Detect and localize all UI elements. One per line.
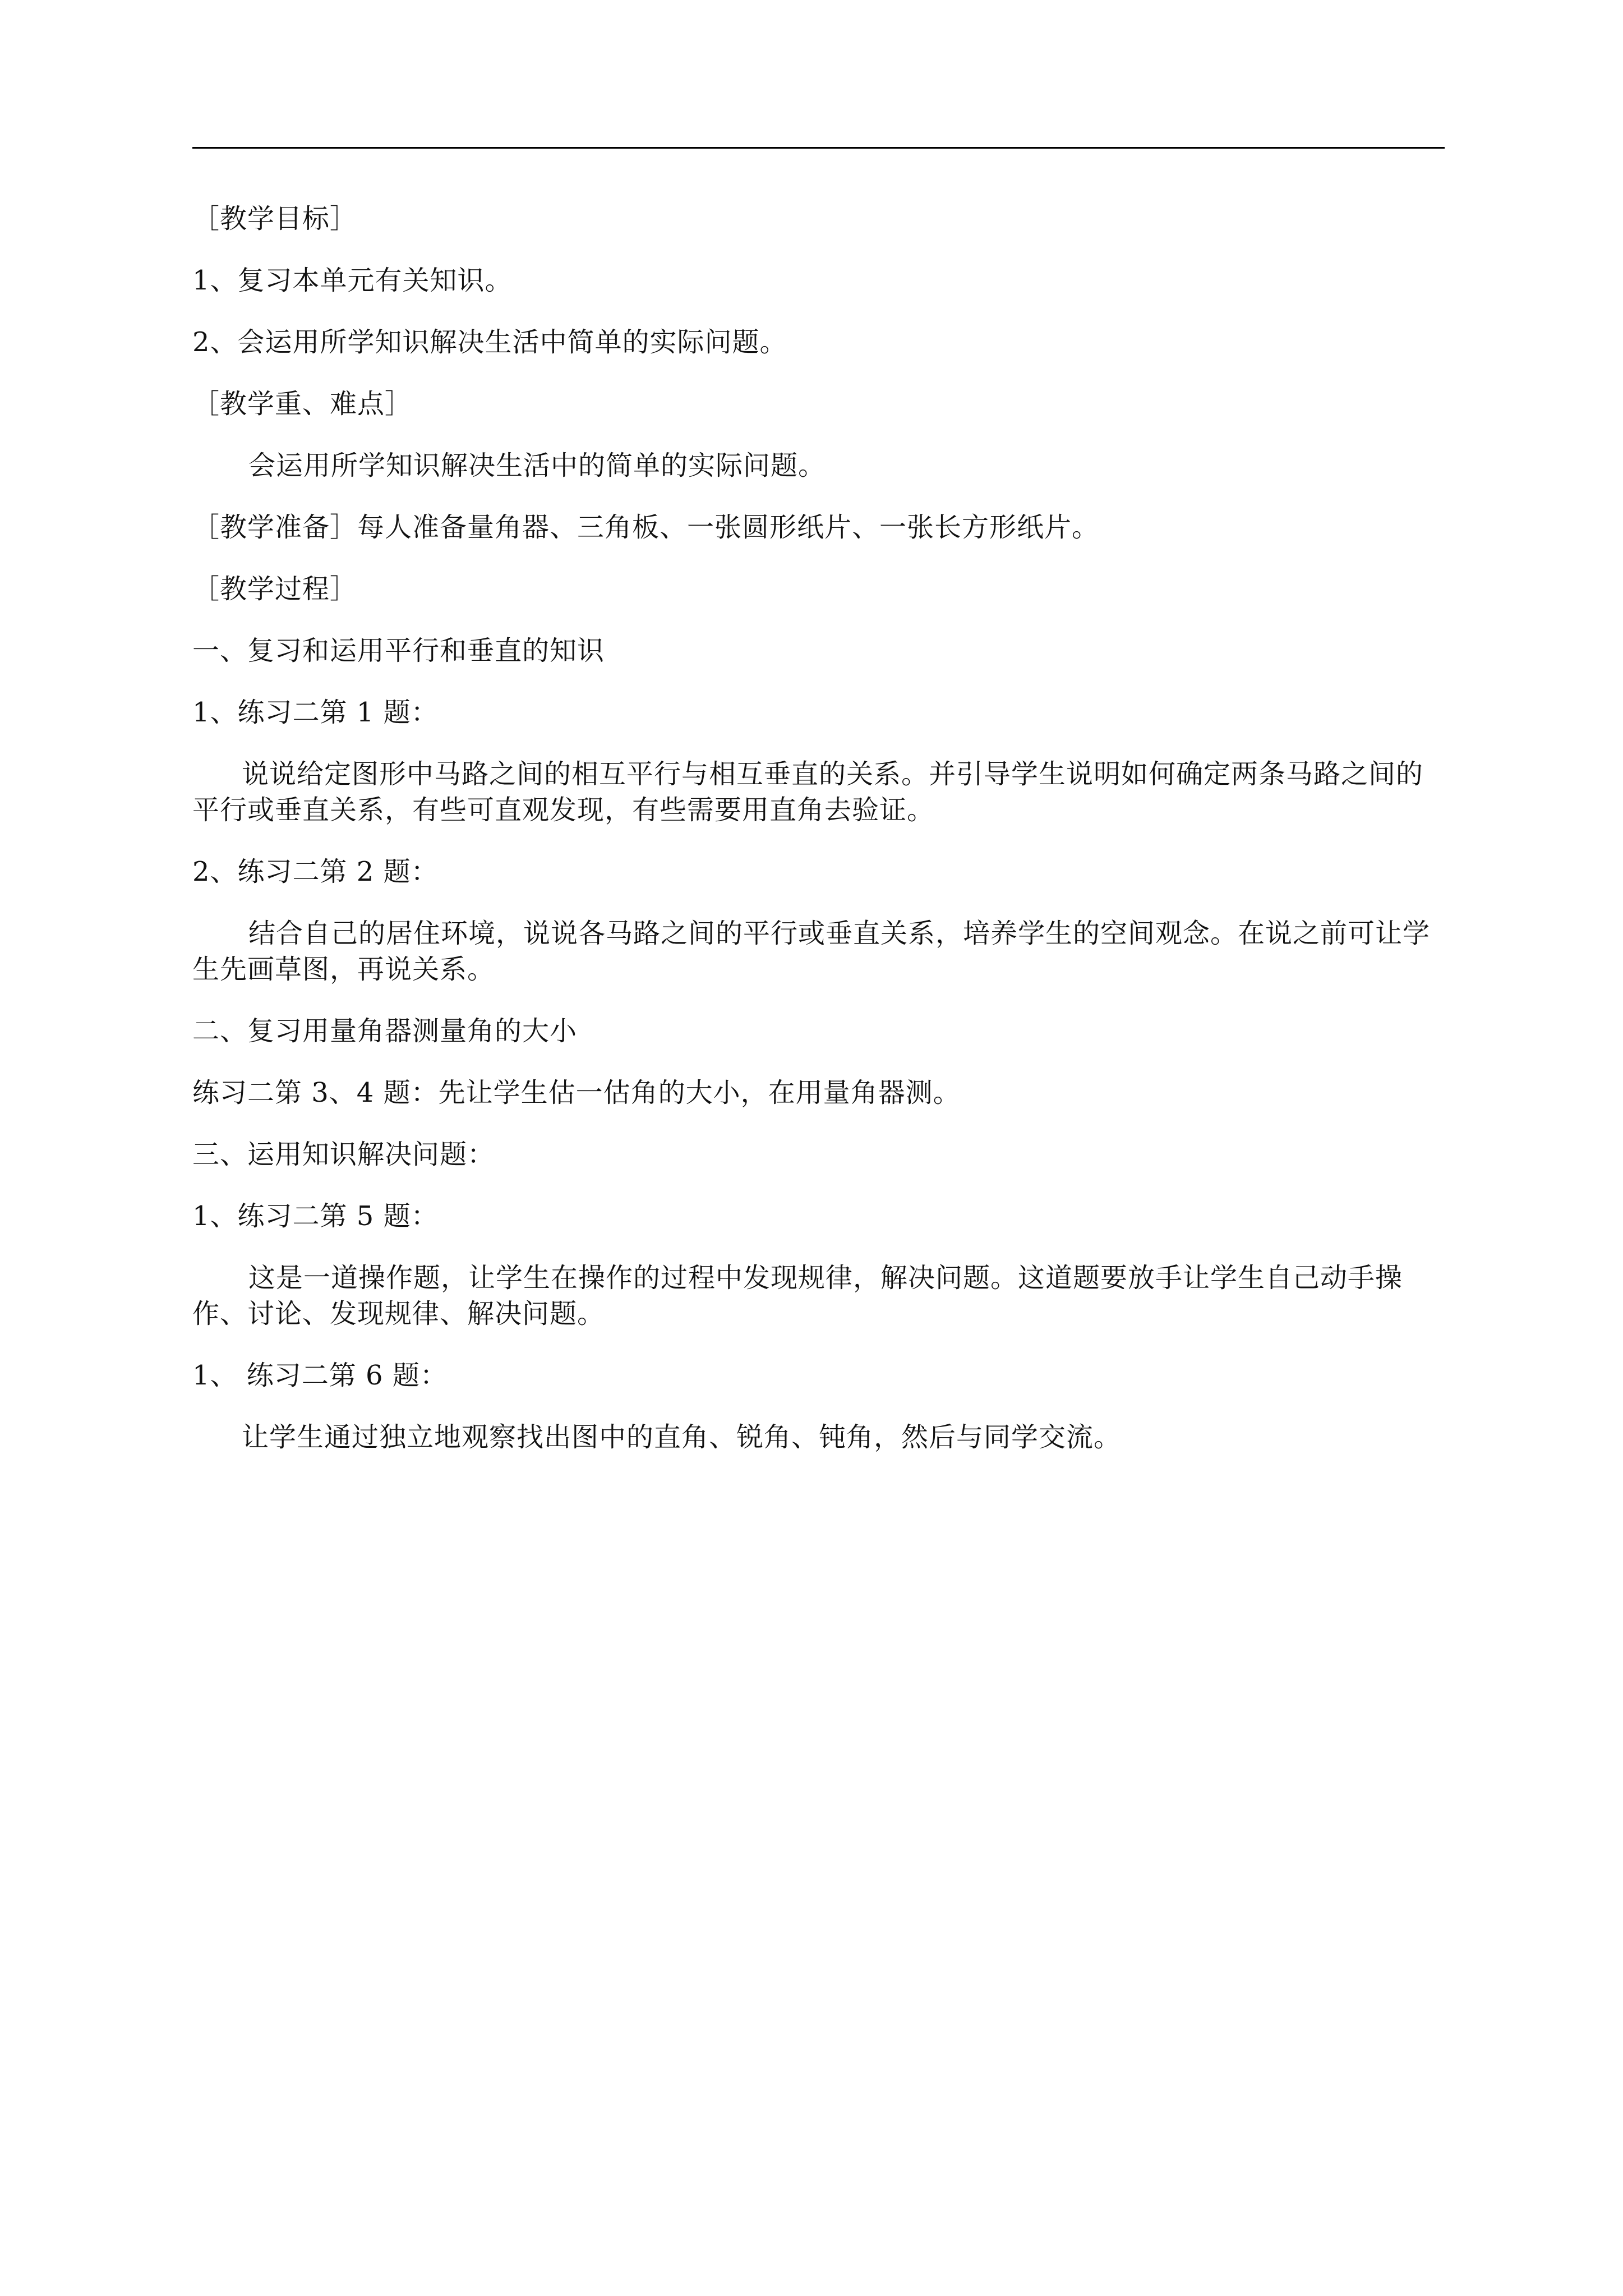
section-preparation: ［教学准备］每人准备量角器、三角板、一张圆形纸片、一张长方形纸片。 xyxy=(192,512,1100,543)
exercise-heading-6: 1、 练习二第 6 题： xyxy=(192,1360,448,1391)
section-heading-key-points: ［教学重、难点］ xyxy=(192,388,413,420)
exercise-text-2: 结合自己的居住环境，说说各马路之间的平行或垂直关系，培养学生的空间观念。在说之前可让学生先画草图，再说关系。 xyxy=(192,918,1431,985)
section-heading-objectives: ［教学目标］ xyxy=(192,203,358,234)
exercise-heading-1: 1、练习二第 1 题： xyxy=(192,697,439,728)
document-body xyxy=(192,201,1445,1481)
objective-item-1: 1、复习本单元有关知识。 xyxy=(192,265,513,296)
exercise-heading-2: 2、练习二第 2 题： xyxy=(192,856,439,887)
exercise-heading-5: 1、练习二第 5 题： xyxy=(192,1200,439,1232)
exercise-text-6: 让学生通过独立地观察找出图中的直角、锐角、钝角，然后与同学交流。 xyxy=(242,1421,1122,1453)
exercise-text-3-4: 练习二第 3、4 题：先让学生估一估角的大小，在用量角器测。 xyxy=(192,1077,961,1108)
section-heading-process: ［教学过程］ xyxy=(192,573,358,605)
objective-item-2: 2、会运用所学知识解决生活中简单的实际问题。 xyxy=(192,326,787,358)
exercise-text-5: 这是一道操作题，让学生在操作的过程中发现规律，解决问题。这道题要放手让学生自己动手操作、讨论、发现规律、解决问题。 xyxy=(192,1262,1403,1329)
part-heading-2: 二、复习用量角器测量角的大小 xyxy=(192,1015,578,1047)
part-heading-1: 一、复习和运用平行和垂直的知识 xyxy=(192,635,605,666)
exercise-text-1: 说说给定图形中马路之间的相互平行与相互垂直的关系。并引导学生说明如何确定两条马路之间的平行或垂直关系，有些可直观发现，有些需要用直角去验证。 xyxy=(192,758,1424,826)
header-rule xyxy=(192,147,1445,149)
key-points-text: 会运用所学知识解决生活中的简单的实际问题。 xyxy=(248,450,826,481)
part-heading-3: 三、运用知识解决问题： xyxy=(192,1139,495,1170)
